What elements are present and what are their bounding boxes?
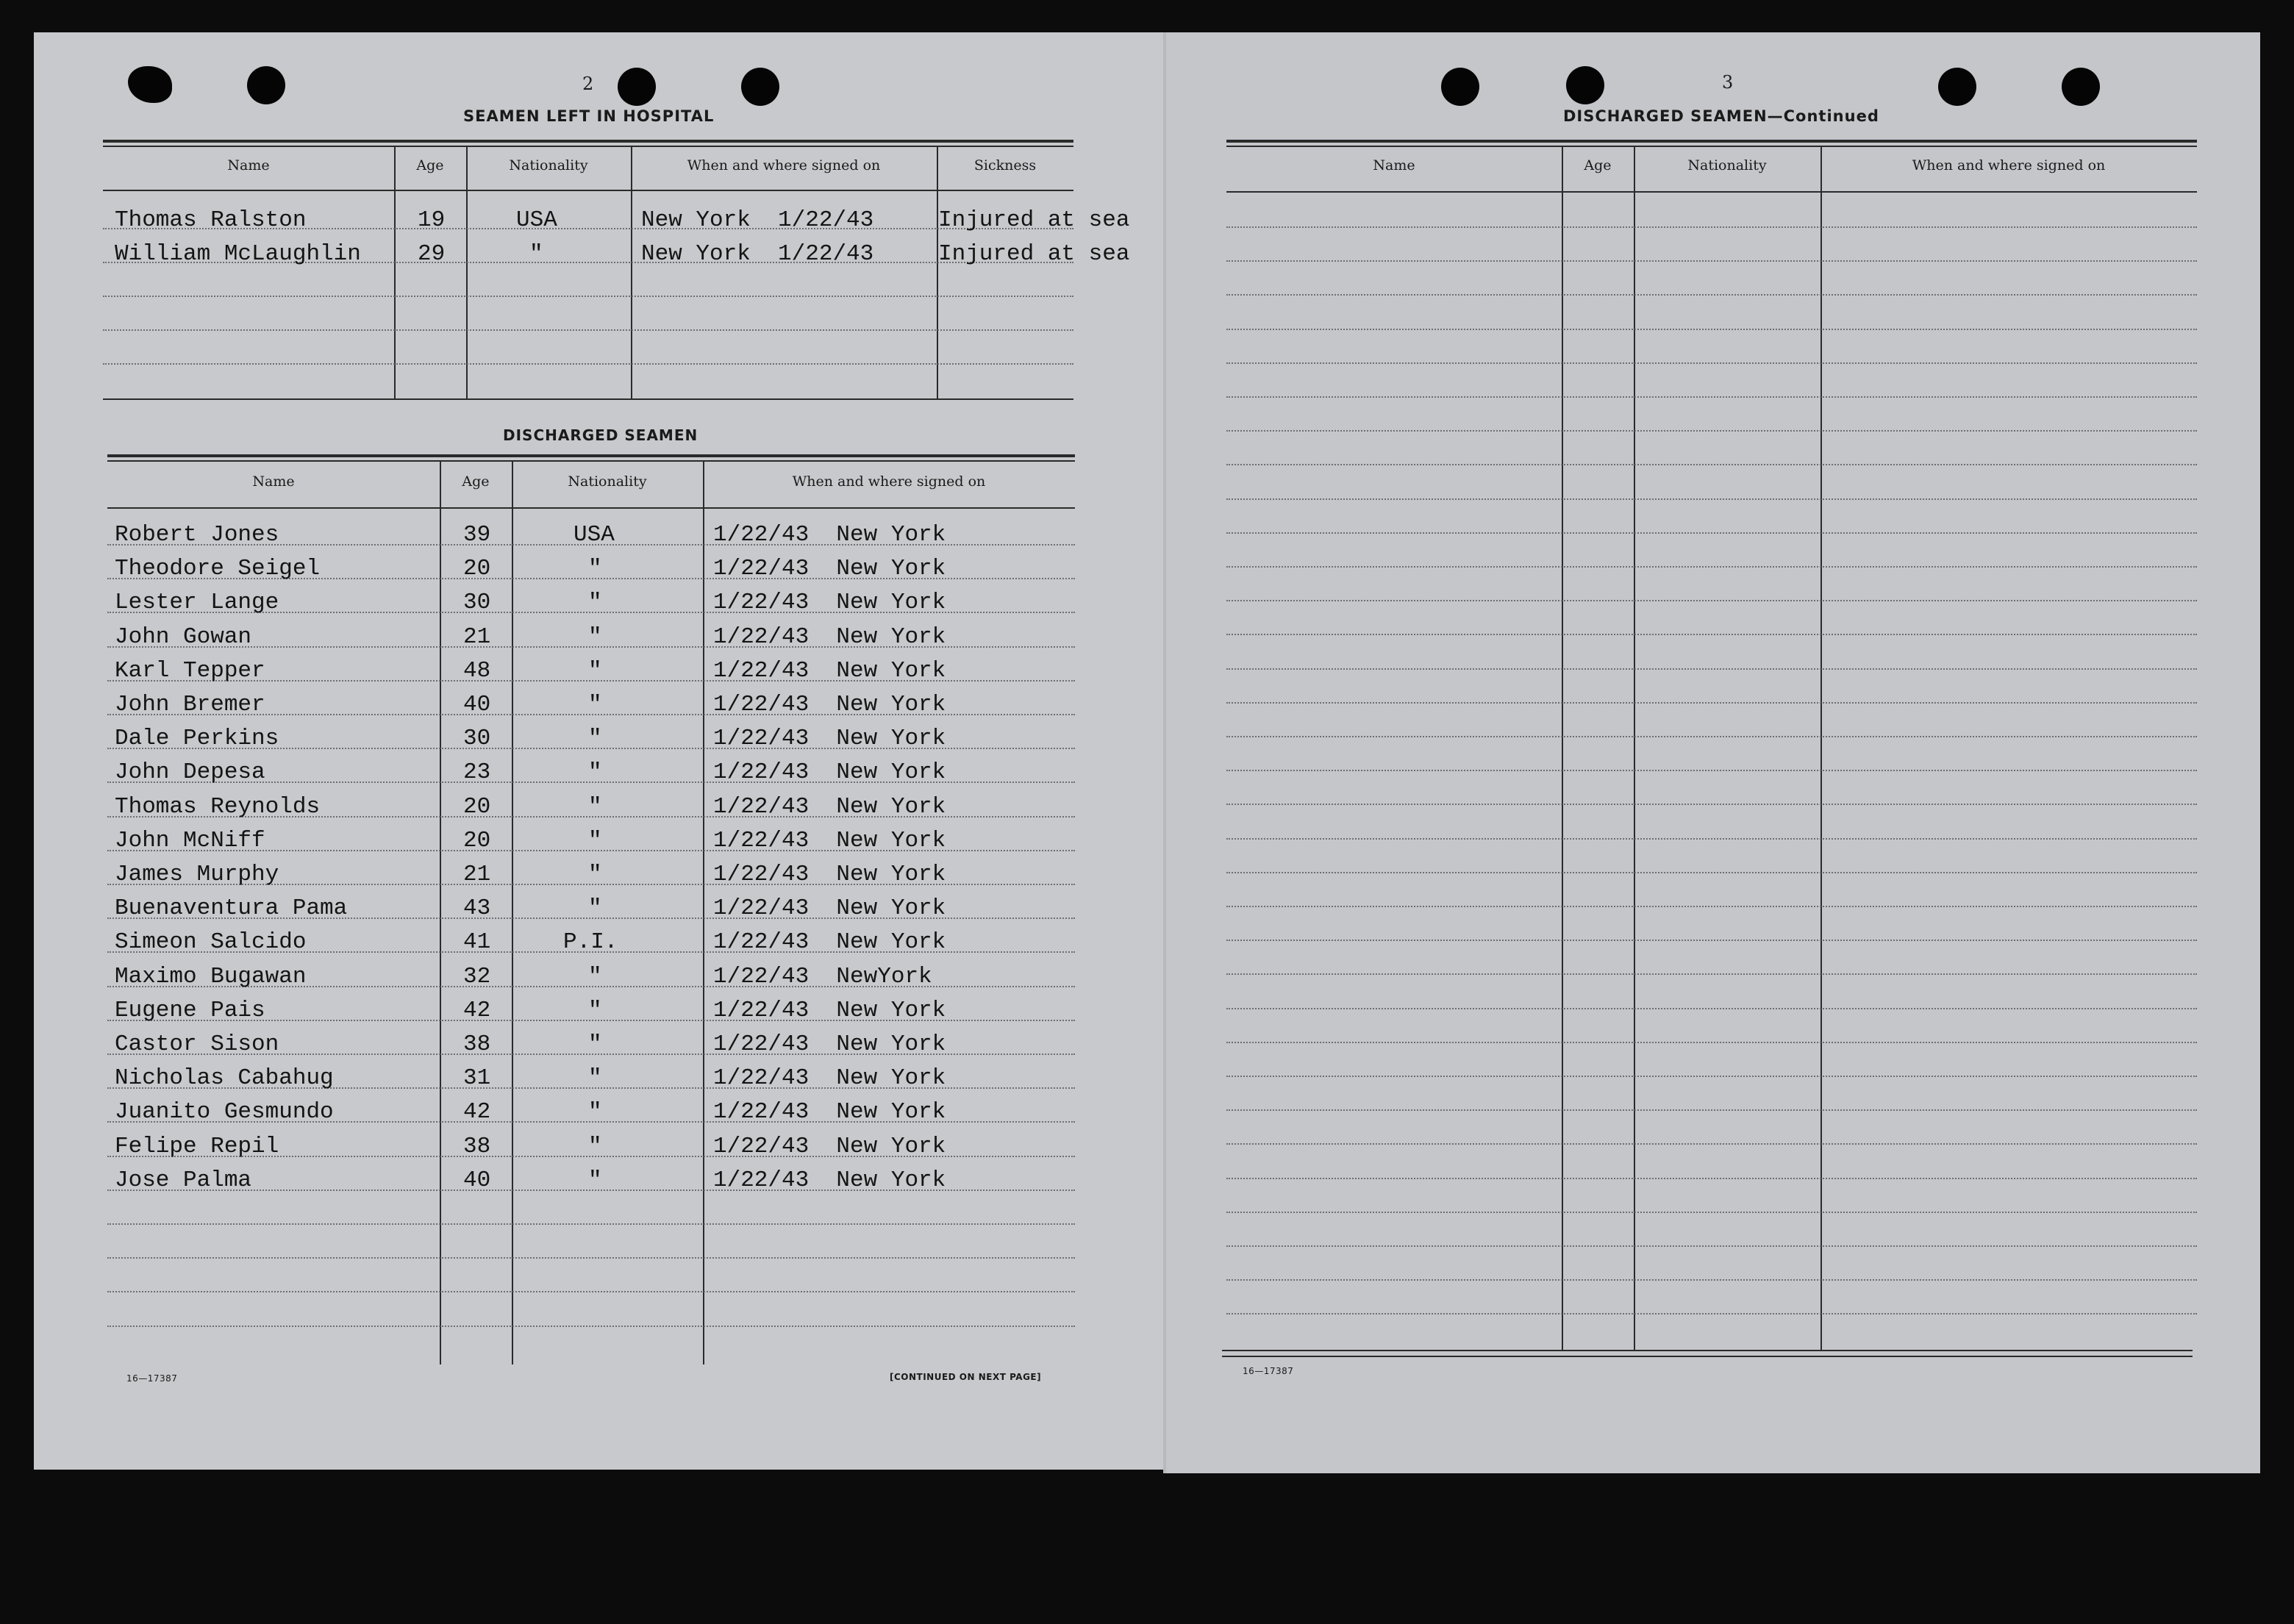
table-rule bbox=[103, 140, 1073, 143]
seaman-nationality: " bbox=[588, 827, 602, 854]
seaman-age: 38 bbox=[463, 1133, 491, 1159]
seaman-age: 20 bbox=[463, 793, 491, 820]
col-header-name: Name bbox=[227, 157, 270, 174]
seaman-nationality: " bbox=[588, 623, 602, 650]
seaman-age: 42 bbox=[463, 1099, 491, 1126]
punch-hole-icon bbox=[1441, 68, 1479, 106]
seaman-name: Simeon Salcido bbox=[115, 929, 307, 956]
seaman-age: 20 bbox=[463, 556, 491, 582]
table-rule bbox=[1222, 1350, 2193, 1351]
column-divider bbox=[394, 146, 396, 398]
continued-note: [CONTINUED ON NEXT PAGE] bbox=[890, 1372, 1042, 1382]
seaman-name: James Murphy bbox=[115, 862, 279, 887]
col-header-nationality: Nationality bbox=[1687, 157, 1767, 174]
row-line bbox=[1226, 1109, 2197, 1111]
seaman-nationality: " bbox=[588, 1065, 602, 1092]
table-rule bbox=[1222, 1356, 2193, 1357]
row-line bbox=[1226, 838, 2197, 840]
seaman-name: Dale Perkins bbox=[115, 726, 279, 752]
continued-heading: DISCHARGED SEAMEN—Continued bbox=[1563, 107, 1879, 125]
seaman-age: 38 bbox=[463, 1031, 491, 1057]
punch-hole-icon bbox=[1938, 68, 1976, 106]
row-line bbox=[1226, 294, 2197, 296]
row-line bbox=[1226, 736, 2197, 737]
table-rule bbox=[1226, 191, 2197, 193]
seaman-nationality: " bbox=[588, 726, 602, 752]
row-line bbox=[1226, 1143, 2197, 1145]
form-number: 16—17387 bbox=[1243, 1366, 1294, 1376]
form-number: 16—17387 bbox=[126, 1373, 178, 1384]
table-rule bbox=[107, 454, 1075, 457]
row-line bbox=[107, 1291, 1075, 1292]
row-line bbox=[1226, 260, 2197, 262]
row-line bbox=[1226, 329, 2197, 330]
col-header-signed-on: When and where signed on bbox=[1912, 157, 2106, 174]
seaman-name: John Gowan bbox=[115, 623, 252, 650]
seaman-age: 42 bbox=[463, 997, 491, 1023]
row-line bbox=[1226, 906, 2197, 907]
row-line bbox=[1226, 634, 2197, 635]
row-line bbox=[1226, 1313, 2197, 1314]
row-line bbox=[103, 329, 1073, 331]
row-line bbox=[1226, 566, 2197, 568]
row-line bbox=[1226, 804, 2197, 805]
row-line bbox=[1226, 872, 2197, 873]
col-header-nationality: Nationality bbox=[568, 473, 647, 490]
seaman-age: 31 bbox=[463, 1065, 491, 1092]
row-line bbox=[1226, 668, 2197, 670]
seaman-nationality: " bbox=[588, 657, 602, 684]
row-line bbox=[1226, 1042, 2197, 1043]
seaman-name: Buenaventura Pama bbox=[115, 895, 348, 922]
row-line bbox=[1226, 940, 2197, 941]
seaman-sickness: Injured at sea bbox=[938, 207, 1130, 233]
seaman-signed-on: 1/22/43 New York bbox=[713, 793, 946, 820]
column-divider bbox=[466, 146, 468, 398]
seaman-name: John McNiff bbox=[115, 827, 265, 854]
seaman-signed-on: 1/22/43 NewYork bbox=[713, 963, 932, 990]
hospital-heading: SEAMEN LEFT IN HOSPITAL bbox=[463, 107, 715, 125]
seaman-age: 21 bbox=[463, 862, 491, 887]
row-line bbox=[1226, 430, 2197, 432]
seaman-age: 19 bbox=[418, 207, 446, 233]
seaman-signed-on: 1/22/43 New York bbox=[713, 522, 946, 548]
row-line bbox=[1226, 362, 2197, 364]
column-divider bbox=[512, 460, 513, 1364]
seaman-age: 41 bbox=[463, 929, 491, 956]
row-line bbox=[1226, 973, 2197, 975]
seaman-nationality: " bbox=[529, 241, 543, 267]
table-rule bbox=[103, 398, 1073, 400]
seaman-name: William McLaughlin bbox=[115, 241, 361, 267]
col-header-sickness: Sickness bbox=[973, 157, 1037, 174]
punch-hole-icon bbox=[741, 68, 779, 106]
column-divider bbox=[1820, 146, 1822, 1351]
seaman-nationality: " bbox=[588, 997, 602, 1023]
punch-hole-icon bbox=[247, 66, 285, 104]
seaman-age: 23 bbox=[463, 759, 491, 786]
col-header-age: Age bbox=[1584, 157, 1612, 174]
seaman-name: Thomas Reynolds bbox=[115, 793, 321, 820]
col-header-nationality: Nationality bbox=[509, 157, 588, 174]
row-line bbox=[1226, 1178, 2197, 1179]
seaman-age: 20 bbox=[463, 827, 491, 854]
seaman-name: Juanito Gesmundo bbox=[115, 1099, 334, 1126]
seaman-signed-on: 1/22/43 New York bbox=[713, 726, 946, 752]
discharged-heading: DISCHARGED SEAMEN bbox=[503, 426, 698, 444]
seaman-name: Felipe Repil bbox=[115, 1133, 279, 1159]
seaman-age: 30 bbox=[463, 590, 491, 616]
column-divider bbox=[440, 460, 441, 1364]
col-header-name: Name bbox=[252, 473, 295, 490]
col-header-age: Age bbox=[416, 157, 444, 174]
table-rule bbox=[107, 507, 1075, 509]
seaman-signed-on: 1/22/43 New York bbox=[713, 827, 946, 854]
seaman-name: Lester Lange bbox=[115, 590, 279, 616]
seaman-nationality: USA bbox=[574, 522, 615, 548]
row-line bbox=[107, 1257, 1075, 1259]
seaman-signed-on: 1/22/43 New York bbox=[713, 895, 946, 922]
seaman-nationality: " bbox=[588, 1031, 602, 1057]
seaman-nationality: " bbox=[588, 556, 602, 582]
seaman-name: Theodore Seigel bbox=[115, 556, 321, 582]
row-line bbox=[1226, 600, 2197, 601]
seaman-signed-on: 1/22/43 New York bbox=[713, 1133, 946, 1159]
seaman-nationality: USA bbox=[516, 207, 557, 233]
seaman-name: Karl Tepper bbox=[115, 657, 265, 684]
seaman-nationality: P.I. bbox=[563, 929, 618, 956]
seaman-nationality: " bbox=[588, 759, 602, 786]
table-rule bbox=[107, 460, 1075, 462]
seaman-age: 48 bbox=[463, 657, 491, 684]
row-line bbox=[1226, 226, 2197, 228]
column-divider bbox=[1562, 146, 1563, 1351]
page-number: 3 bbox=[1722, 72, 1734, 93]
seaman-age: 30 bbox=[463, 726, 491, 752]
seaman-nationality: " bbox=[588, 793, 602, 820]
row-line bbox=[1226, 532, 2197, 534]
seaman-signed-on: 1/22/43 New York bbox=[713, 1167, 946, 1193]
seaman-name: Eugene Pais bbox=[115, 997, 265, 1023]
row-line bbox=[1226, 1212, 2197, 1213]
seaman-signed-on: 1/22/43 New York bbox=[713, 556, 946, 582]
column-divider bbox=[703, 460, 704, 1364]
seaman-name: John Bremer bbox=[115, 692, 265, 718]
seaman-signed-on: New York 1/22/43 bbox=[641, 241, 874, 267]
row-line bbox=[107, 1326, 1075, 1327]
row-line bbox=[107, 1223, 1075, 1225]
row-line bbox=[1226, 1076, 2197, 1077]
col-header-name: Name bbox=[1373, 157, 1415, 174]
seaman-age: 40 bbox=[463, 1167, 491, 1193]
seaman-signed-on: 1/22/43 New York bbox=[713, 1031, 946, 1057]
seaman-nationality: " bbox=[588, 862, 602, 887]
col-header-signed-on: When and where signed on bbox=[687, 157, 881, 174]
column-divider bbox=[1634, 146, 1635, 1351]
column-divider bbox=[937, 146, 938, 398]
seaman-signed-on: 1/22/43 New York bbox=[713, 1065, 946, 1092]
seaman-signed-on: 1/22/43 New York bbox=[713, 929, 946, 956]
row-line bbox=[103, 363, 1073, 365]
table-rule bbox=[1226, 146, 2197, 147]
seaman-signed-on: 1/22/43 New York bbox=[713, 590, 946, 616]
seaman-nationality: " bbox=[588, 895, 602, 922]
table-rule bbox=[1226, 140, 2197, 143]
seaman-nationality: " bbox=[588, 963, 602, 990]
seaman-name: Robert Jones bbox=[115, 522, 279, 548]
seaman-signed-on: 1/22/43 New York bbox=[713, 623, 946, 650]
row-line bbox=[1226, 498, 2197, 500]
punch-hole-icon bbox=[618, 68, 656, 106]
seaman-age: 43 bbox=[463, 895, 491, 922]
col-header-signed-on: When and where signed on bbox=[792, 473, 986, 490]
seaman-age: 40 bbox=[463, 692, 491, 718]
col-header-age: Age bbox=[462, 473, 490, 490]
seaman-nationality: " bbox=[588, 1133, 602, 1159]
right-page bbox=[1163, 32, 2260, 1473]
seaman-signed-on: New York 1/22/43 bbox=[641, 207, 874, 233]
seaman-nationality: " bbox=[588, 590, 602, 616]
punch-hole-icon bbox=[1566, 66, 1604, 104]
table-rule bbox=[103, 146, 1073, 147]
row-line bbox=[1226, 1279, 2197, 1281]
row-line bbox=[1226, 1245, 2197, 1247]
seaman-age: 29 bbox=[418, 241, 446, 267]
seaman-age: 32 bbox=[463, 963, 491, 990]
seaman-signed-on: 1/22/43 New York bbox=[713, 1099, 946, 1126]
page-number: 2 bbox=[582, 74, 594, 94]
page-fold bbox=[1163, 32, 1166, 1473]
seaman-name: Thomas Ralston bbox=[115, 207, 307, 233]
seaman-name: Jose Palma bbox=[115, 1167, 252, 1193]
punch-hole-icon bbox=[2062, 68, 2100, 106]
row-line bbox=[1226, 1008, 2197, 1009]
row-line bbox=[1226, 464, 2197, 465]
row-line bbox=[1226, 396, 2197, 398]
seaman-name: Castor Sison bbox=[115, 1031, 279, 1057]
row-line bbox=[1226, 702, 2197, 704]
seaman-signed-on: 1/22/43 New York bbox=[713, 759, 946, 786]
seaman-name: Maximo Bugawan bbox=[115, 963, 307, 990]
seaman-nationality: " bbox=[588, 692, 602, 718]
seaman-age: 21 bbox=[463, 623, 491, 650]
seaman-sickness: Injured at sea bbox=[938, 241, 1130, 267]
seaman-signed-on: 1/22/43 New York bbox=[713, 997, 946, 1023]
seaman-nationality: " bbox=[588, 1167, 602, 1193]
seaman-name: John Depesa bbox=[115, 759, 265, 786]
seaman-signed-on: 1/22/43 New York bbox=[713, 657, 946, 684]
seaman-nationality: " bbox=[588, 1099, 602, 1126]
row-line bbox=[103, 296, 1073, 297]
seaman-age: 39 bbox=[463, 522, 491, 548]
seaman-signed-on: 1/22/43 New York bbox=[713, 862, 946, 887]
row-line bbox=[1226, 770, 2197, 771]
column-divider bbox=[631, 146, 632, 398]
seaman-name: Nicholas Cabahug bbox=[115, 1065, 334, 1092]
seaman-signed-on: 1/22/43 New York bbox=[713, 692, 946, 718]
table-rule bbox=[103, 190, 1073, 191]
